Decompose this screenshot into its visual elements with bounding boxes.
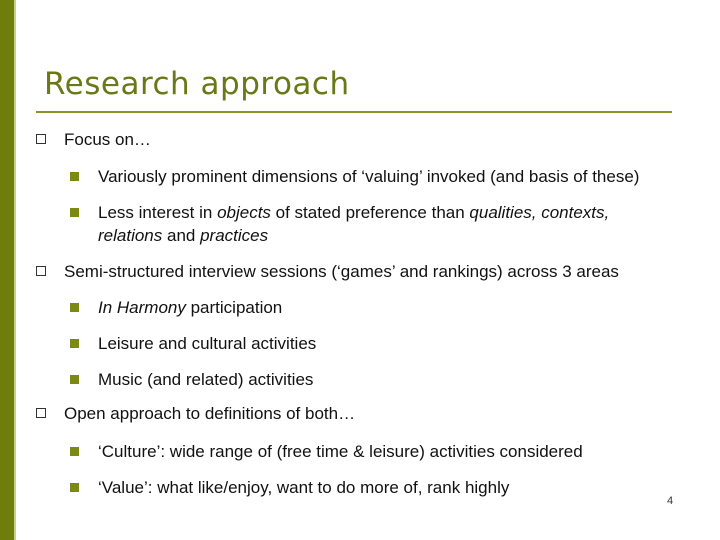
square-bullet-icon [36,134,46,144]
bullet-dimensions-valuing: Variously prominent dimensions of ‘valuing’ invoked (and basis of these) [98,167,640,186]
text-segment: Less interest in [98,203,218,222]
text-segment-italic: relations [98,226,163,245]
square-bullet-icon [36,266,46,276]
bullet-interview-sessions: Semi-structured interview sessions (‘games’ and rankings) across 3 areas [64,262,619,281]
text-segment-italic: qualities, contexts, [469,203,610,222]
filled-square-bullet-icon [70,375,79,384]
filled-square-bullet-icon [70,483,79,492]
bullet-less-interest [98,201,678,247]
bullet-music: Music (and related) activities [98,370,314,389]
filled-square-bullet-icon [70,447,79,456]
side-accent-bar [0,0,14,540]
bullet-culture-definition: ‘Culture’: wide range of (free time & leisure) activities considered [98,442,583,461]
side-accent-stripe [14,0,16,540]
bullet-focus: Focus on… [64,130,151,149]
text-segment: of stated preference than [270,203,470,222]
text-segment-italic: objects [217,203,271,222]
bullet-in-harmony [98,296,282,319]
bullet-open-approach: Open approach to definitions of both… [64,404,356,423]
text-segment: and [162,226,201,245]
title-underline [36,111,672,113]
bullet-leisure-cultural: Leisure and cultural activities [98,334,317,353]
text-segment-italic: In Harmony [98,298,186,317]
bullet-value-definition: ‘Value’: what like/enjoy, want to do more of, rank highly [98,478,510,497]
text-segment-italic: practices [200,226,269,245]
page-number: 4 [667,495,674,507]
text-segment: participation [185,298,283,317]
square-bullet-icon [36,408,46,418]
filled-square-bullet-icon [70,208,79,217]
slide-title: Research approach [44,66,350,102]
filled-square-bullet-icon [70,339,79,348]
filled-square-bullet-icon [70,172,79,181]
filled-square-bullet-icon [70,303,79,312]
